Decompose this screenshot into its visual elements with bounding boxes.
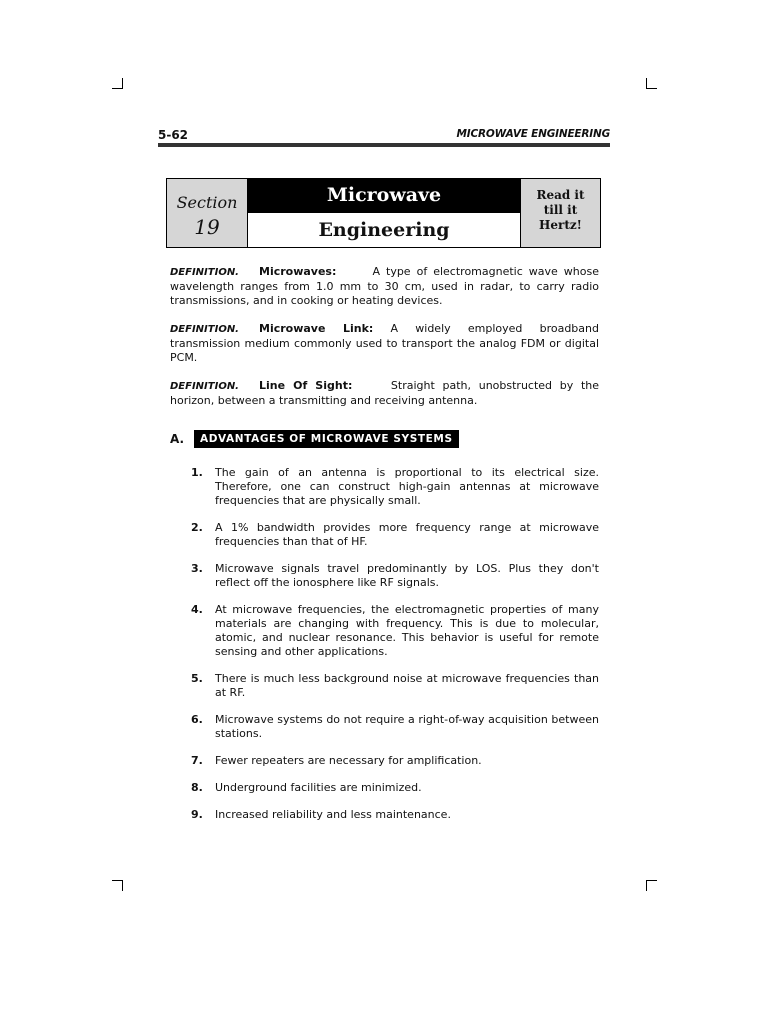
definition-text: Straight path, unobstructed by the horizon, between a transmitting and receiving antenna. [170,379,599,407]
list-item [170,808,599,822]
definition-term: Microwave Link: [259,322,374,335]
section-title-cell [248,179,520,247]
running-header [158,128,610,142]
tagline-line: Hertz! [539,218,582,232]
definition-microwaves [170,265,599,308]
definition-term: Microwaves: [259,265,337,278]
definition-text: A type of electromagnetic wave whose wavelength ranges from 1.0 mm to 30 cm, used in radar, to carry radio transmissions, and in cooking or heating devices. [170,265,599,307]
crop-mark-top-left [112,78,123,89]
list-item [170,562,599,590]
definition-text: A widely employed broadband transmission medium commonly used to transport the analog FDM or digital PCM. [170,322,599,364]
page-content [170,265,599,835]
list-item-text: Microwave signals travel predominantly by LOS. Plus they don't reflect off the ionosphere like RF signals. [215,562,599,589]
list-item-number: 9. [191,808,203,821]
list-item-text: Fewer repeaters are necessary for amplification. [215,754,482,767]
list-item-number: 6. [191,713,203,726]
list-item [170,521,599,549]
section-a-letter: A. [170,432,185,446]
list-item [170,754,599,768]
list-item-number: 1. [191,466,203,479]
list-item-text: Underground facilities are minimized. [215,781,422,794]
list-item [170,466,599,508]
section-tagline-cell [520,179,600,247]
list-item-text: A 1% bandwidth provides more frequency range at microwave frequencies than that of HF. [215,521,599,548]
list-item-number: 7. [191,754,203,767]
definition-label: DEFINITION. [170,267,239,278]
list-item-number: 4. [191,603,203,616]
list-item-number: 2. [191,521,203,534]
section-label-cell [167,179,248,247]
list-item [170,781,599,795]
list-item-text: At microwave frequencies, the electromagnetic properties of many materials are changing with frequency. This is due to molecular, atomic, and nuclear resonance. This behavior is useful for remote sensing and other applications. [215,603,599,658]
definition-microwave-link [170,322,599,365]
advantages-list [170,466,599,822]
section-a-heading [170,430,599,448]
section-word: Section [176,193,238,212]
list-item-text: Increased reliability and less maintenance. [215,808,451,821]
list-item-number: 3. [191,562,203,575]
section-title-line2: Engineering [318,219,450,241]
crop-mark-bottom-right [646,880,657,891]
list-item-text: Microwave systems do not require a right-of-way acquisition between stations. [215,713,599,740]
crop-mark-bottom-left [112,880,123,891]
section-number: 19 [194,215,220,239]
list-item-number: 8. [191,781,203,794]
book-title: MICROWAVE ENGINEERING [456,128,610,140]
list-item [170,603,599,659]
list-item-number: 5. [191,672,203,685]
section-a-title: ADVANTAGES OF MICROWAVE SYSTEMS [194,430,459,448]
crop-mark-top-right [646,78,657,89]
section-title-box [166,178,601,248]
definition-term: Line Of Sight: [259,379,353,392]
list-item [170,713,599,741]
tagline-line: till it [543,203,578,217]
definition-line-of-sight [170,379,599,408]
list-item-text: There is much less background noise at microwave frequencies than at RF. [215,672,599,699]
definition-label: DEFINITION. [170,381,239,392]
definition-label: DEFINITION. [170,324,239,335]
list-item [170,672,599,700]
tagline-line: Read it [536,188,585,202]
section-title-line1: Microwave [248,179,520,213]
header-rule [158,143,610,147]
page-number: 5-62 [158,128,189,142]
list-item-text: The gain of an antenna is proportional to its electrical size. Therefore, one can construct high-gain antennas at microwave frequencies that are physically small. [215,466,599,507]
